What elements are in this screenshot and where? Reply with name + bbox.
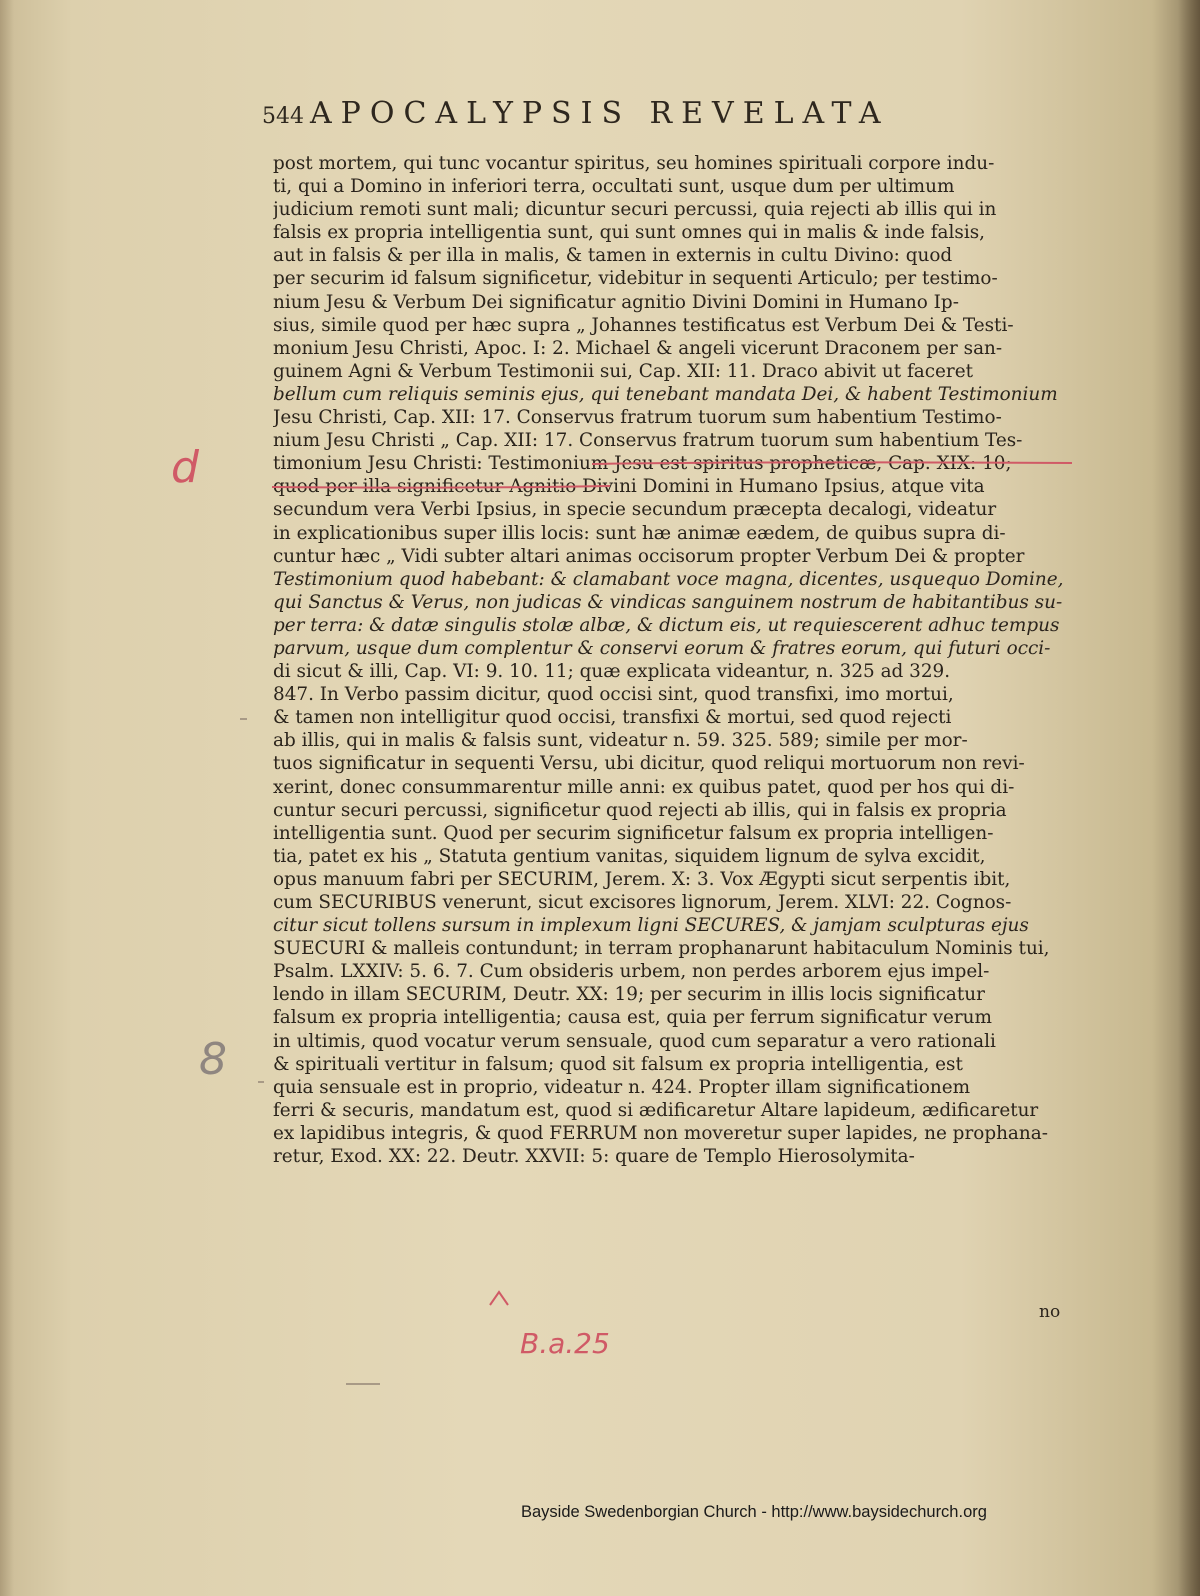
text-line: post mortem, qui tunc vocantur spiritus, seu homines spirituali corpore indu- (273, 153, 995, 174)
page-number: 544 (262, 104, 304, 129)
text-line: quod per illa significetur Agnitio Divini Domini in Humano Ipsius, atque vita (273, 476, 985, 498)
text-line: falsum ex propria intelligentia; causa est, quia per ferrum significatur verum (273, 1007, 992, 1029)
stray-mark (240, 718, 247, 720)
text-line: ferri & securis, mandatum est, quod si ædificaretur Altare lapideum, ædificaretur (273, 1099, 1039, 1121)
text-line: Testimonium quod habebant: & clamabant voce magna, dicentes, usquequo Domine, (273, 568, 1064, 590)
margin-annotation-upper: d (171, 442, 199, 493)
text-line: cum SECURIBUS venerunt, sicut excisores lignorum, Jerem. XLVI: 22. Cognos- (273, 892, 1012, 913)
text-line: tia, patet ex his „ Statuta gentium vanitas, siquidem lignum de sylva excidit, (273, 845, 986, 867)
catchword: no (1039, 1302, 1061, 1322)
text-line: & spirituali vertitur in falsum; quod sit falsum ex propria intelligentia, est (273, 1053, 963, 1075)
text-line: ab illis, qui in malis & falsis sunt, videatur n. 59. 325. 589; simile per mor- (273, 730, 968, 752)
text-line: di sicut & illi, Cap. VI: 9. 10. 11; quæ explicata videantur, n. 325 ad 329. (273, 661, 951, 683)
text-line: & tamen non intelligitur quod occisi, transfixi & mortui, sed quod rejecti (273, 707, 952, 729)
text-line: retur, Exod. XX: 22. Deutr. XXVII: 5: quare de Templo Hierosolymita- (273, 1146, 915, 1168)
text-line: timonium Jesu Christi: Testimonium Jesu est spiritus propheticæ, Cap. XIX: 10; (273, 453, 1012, 475)
text-line: cuntur hæc „ Vidi subter altari animas occisorum propter Verbum Dei & propter (273, 545, 1025, 567)
text-line: opus manuum fabri per SECURIM, Jerem. X: 3. Vox Ægypti sicut serpentis ibit, (273, 868, 1011, 890)
text-line: nium Jesu Christi „ Cap. XII: 17. Conservus fratrum tuorum sum habentium Tes- (273, 430, 1023, 452)
text-line: in explicationibus super illis locis: sunt hæ animæ eædem, de quibus supra di- (273, 522, 1006, 544)
running-title: APOCALYPSIS REVELATA (310, 96, 890, 131)
text-line: guinem Agni & Verbum Testimonii sui, Cap. XII: 11. Draco abivit ut faceret (273, 360, 973, 382)
text-line: aut in falsis & per illa in malis, & tamen in externis in cultu Divino: quod (273, 245, 953, 267)
text-line: ex lapidibus integris, & quod FERRUM non moveretur super lapides, ne prophana- (273, 1122, 1048, 1144)
text-line: per terra: & datæ singulis stolæ albæ, & dictum eis, ut requiescerent adhuc tempus (273, 614, 1060, 636)
text-line: per securim id falsum significetur, videbitur in sequenti Articulo; per testimo- (273, 268, 998, 290)
text-line: xerint, donec consummarentur mille anni: ex quibus patet, quod per hos qui di- (273, 776, 1015, 798)
text-line: qui Sanctus & Verus, non judicas & vindicas sanguinem nostrum de habitantibus su- (273, 591, 1063, 613)
text-line: sius, simile quod per hæc supra „ Johannes testificatus est Verbum Dei & Testi- (273, 314, 1014, 336)
text-line: ti, qui a Domino in inferiori terra, occultati sunt, usque dum per ultimum (273, 176, 955, 198)
text-line: tuos significatur in sequenti Versu, ubi dicitur, quod reliqui mortuorum non revi- (273, 753, 1025, 775)
text-line: secundum vera Verbi Ipsius, in specie secundum præcepta decalogi, videatur (273, 499, 997, 521)
text-line: Jesu Christi, Cap. XII: 17. Conservus fratrum tuorum sum habentium Testimo- (273, 407, 1002, 429)
text-line: in ultimis, quod vocatur verum sensuale, quod cum separatur a vero rationali (273, 1030, 996, 1052)
body-text (273, 152, 1075, 1168)
text-line: SUECURI & malleis contundunt; in terram prophanarunt habitaculum Nominis tui, (273, 938, 1050, 960)
footer-credit: Bayside Swedenborgian Church - http://www.baysidechurch.org (521, 1503, 987, 1521)
text-line: falsis ex propria intelligentia sunt, qui sunt omnes qui in malis & inde falsis, (273, 222, 985, 244)
stray-mark (258, 1081, 264, 1083)
text-line: monium Jesu Christi, Apoc. I: 2. Michael & angeli vicerunt Draconem per san- (273, 337, 1003, 359)
text-line: 847. In Verbo passim dicitur, quod occisi sint, quod transfixi, imo mortui, (273, 684, 954, 706)
text-line: cuntur securi percussi, significetur quod rejecti ab illis, qui in falsis ex propria (273, 799, 1007, 821)
text-line: citur sicut tollens sursum in implexum ligni SECURES, & jamjam sculpturas ejus (273, 915, 1029, 937)
caret-mark (488, 1290, 510, 1306)
handwritten-shelf-mark: B.a.25 (520, 1327, 610, 1360)
text-line: intelligentia sunt. Quod per securim significetur falsum ex propria intelligen- (273, 822, 994, 844)
text-line: nium Jesu & Verbum Dei significatur agnitio Divini Domini in Humano Ip- (273, 291, 959, 313)
text-line: parvum, usque dum complentur & conservi eorum & fratres eorum, qui futuri occi- (273, 637, 1051, 659)
stray-mark (346, 1383, 380, 1385)
page-header (262, 96, 1022, 136)
text-line: bellum cum reliquis seminis ejus, qui tenebant mandata Dei, & habent Testimonium (273, 383, 1058, 405)
text-line: quia sensuale est in proprio, videatur n. 424. Propter illam significationem (273, 1076, 971, 1098)
text-line: Psalm. LXXIV: 5. 6. 7. Cum obsideris urbem, non perdes arborem ejus impel- (273, 961, 990, 983)
gutter-shadow (1178, 0, 1200, 1596)
page-edge-shadow (0, 0, 14, 1596)
text-line: lendo in illam SECURIM, Deutr. XX: 19; per securim in illis locis significatur (273, 984, 985, 1006)
text-line: judicium remoti sunt mali; dicuntur securi percussi, quia rejecti ab illis qui in (273, 199, 997, 221)
margin-annotation-lower: 8 (199, 1034, 227, 1085)
